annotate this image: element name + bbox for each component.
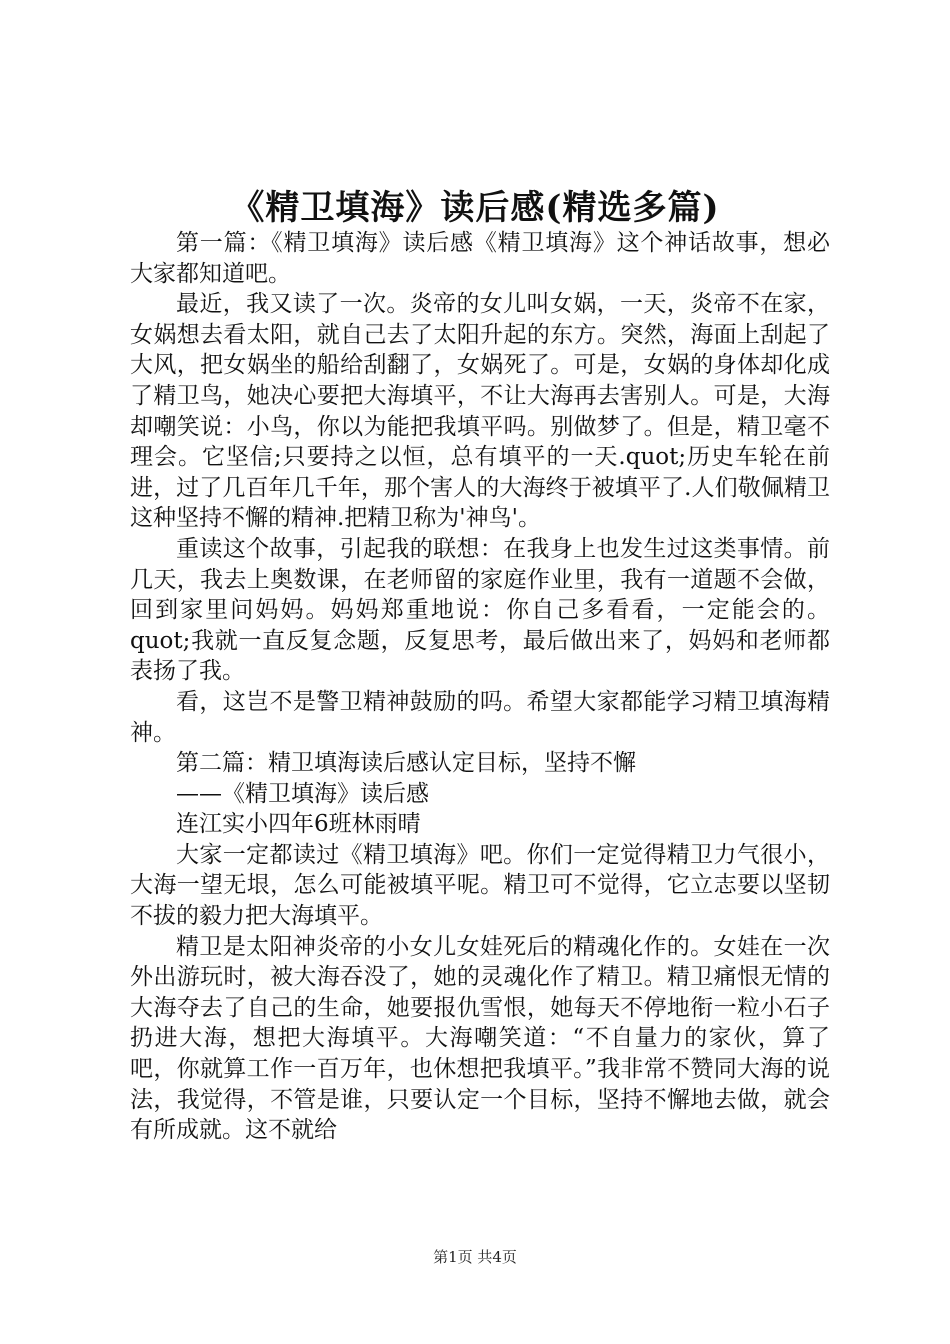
paragraph: 看，这岂不是警卫精神鼓励的吗。希望大家都能学习精卫填海精神。 (130, 688, 830, 746)
page-footer: 第1页 共4页 (433, 1248, 517, 1266)
paragraph: 精卫是太阳神炎帝的小女儿女娃死后的精魂化作的。女娃在一次外出游玩时，被大海吞没了，她的灵魂化作了精卫。精卫痛恨无情的大海夺去了自己的生命，她要报仇雪恨，她每天不停地衔一粒小石子扔进大海，想把大海填平。大海嘲笑道：“不自量力的家伙，算了吧，你就算工作一百万年，也休想把我填平。”我非常不赞同大海的说法，我觉得，不管是谁，只要认定一个目标，坚持不懈地去做，就会有所成就。这不就给 (130, 933, 830, 1144)
author-line: 连江实小四年6班林雨晴 (176, 811, 421, 838)
subtitle-line: ——《精卫填海》读后感 (176, 780, 429, 807)
paragraph: 第一篇：《精卫填海》读后感《精卫填海》这个神话故事，想必大家都知道吧。 (130, 230, 830, 287)
paragraph: 大家一定都读过《精卫填海》吧。你们一定觉得精卫力气很小，大海一望无垠，怎么可能被填平呢。精卫可不觉得，它立志要以坚韧不拔的毅力把大海填平。 (130, 841, 830, 930)
paragraph: 最近，我又读了一次。炎帝的女儿叫女娲，一天，炎帝不在家，女娲想去看太阳，就自己去了太阳升起的东方。突然，海面上刮起了大风，把女娲坐的船给刮翻了，女娲死了。可是，女娲的身体却化成了精卫鸟，她决心要把大海填平，不让大海再去害别人。可是，大海却嘲笑说：小鸟，你以为能把我填平吗。别做梦了。但是，精卫毫不理会。它坚信;只要持之以恒，总有填平的一天.quot;历史车轮在前进，过了几百年几千年，那个害人的大海终于被填平了.人们敬佩精卫这种坚持不懈的精神.把精卫称为'神鸟'。 (130, 291, 830, 532)
document-title: 《精卫填海》读后感(精选多篇) (230, 188, 720, 228)
paragraph: 重读这个故事，引起我的联想：在我身上也发生过这类事情。前几天，我去上奥数课，在老师留的家庭作业里，我有一道题不会做，回到家里问妈妈。妈妈郑重地说：你自己多看看，一定能会的。quot;我就一直反复念题，反复思考，最后做出来了，妈妈和老师都表扬了我。 (130, 535, 830, 685)
section-heading: 第二篇：精卫填海读后感认定目标，坚持不懈 (176, 750, 636, 777)
document-body (130, 228, 830, 1146)
